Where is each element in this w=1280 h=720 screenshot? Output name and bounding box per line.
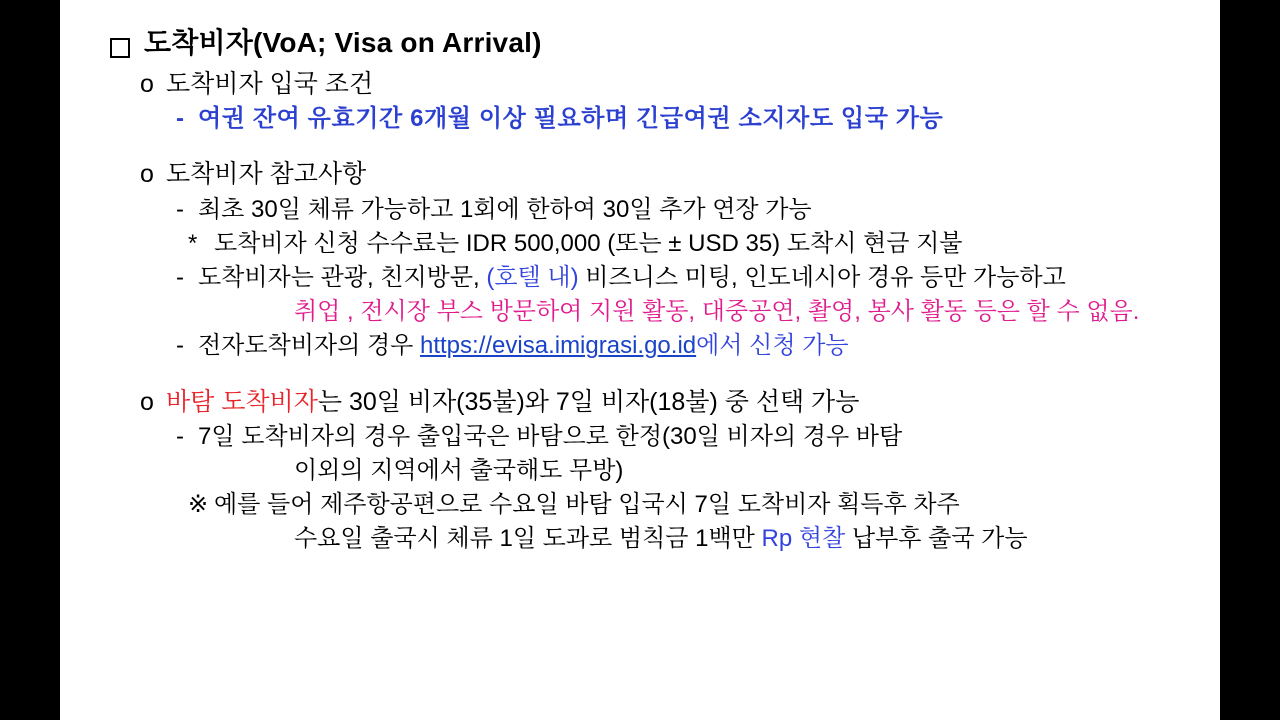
square-bullet-icon [110, 38, 130, 58]
section-2-item-4-row [98, 330, 1202, 361]
section-3-note-currency: Rp 현찰 [761, 525, 846, 553]
section-3-heading [166, 387, 859, 418]
section-3-note-row [98, 489, 1202, 520]
section-2-item-2-row [98, 228, 1202, 259]
section-2-heading: 도착비자 참고사항 [166, 160, 367, 189]
section-2-item-3 [198, 262, 1066, 293]
section-3-heading-rest: 는 30일 비자(35불)와 7일 비자(18불) 중 선택 가능 [317, 387, 860, 416]
circle-bullet-icon: o [140, 70, 154, 99]
section-2-item-3-highlight: (호텔 내) [486, 264, 579, 292]
section-3-note-line-1: 예를 들어 제주항공편으로 수요일 바탐 입국시 7일 도착비자 획득후 차주 [214, 491, 960, 519]
section-2-item-3-part-c: 비즈니스 미팅, 인도네시아 경유 등만 가능하고 [578, 264, 1066, 292]
section-2-item-3-warning-text: 취업 , 전시장 부스 방문하여 지원 활동, 대중공연, 촬영, 봉사 활동 등은 할 수 없음. [294, 298, 1140, 326]
dash-bullet-icon: - [176, 264, 184, 292]
section-3-item-1-line-2: 이외의 지역에서 출국해도 무방) [294, 457, 624, 485]
section-1-heading-row [98, 69, 1202, 100]
section-3-heading-highlight: 바탐 도착비자 [166, 387, 318, 416]
spacer [98, 137, 1202, 153]
section-3-note-line-2-part-b: 납부후 출국 가능 [845, 525, 1028, 553]
section-2-item-4-part-b: 에서 신청 가능 [696, 332, 849, 360]
dash-bullet-icon: - [176, 195, 184, 223]
slide-content [60, 0, 1220, 720]
section-3-item-1-line-1: 7일 도착비자의 경우 출입국은 바탐으로 한정(30일 비자의 경우 바탐 [198, 422, 903, 450]
section-2-item-3-warning [294, 296, 1202, 327]
dash-bullet-icon: - [176, 422, 184, 450]
section-2-item-1: 최초 30일 체류 가능하고 1회에 한하여 30일 추가 연장 가능 [198, 195, 812, 223]
spacer [98, 365, 1202, 381]
page-title: 도착비자(VoA; Visa on Arrival) [144, 27, 542, 58]
section-1-heading: 도착비자 입국 조건 [166, 70, 374, 99]
section-3-heading-row [98, 387, 1202, 418]
slide-title-row [98, 26, 1202, 59]
section-2-item-2: 도착비자 신청 수수료는 IDR 500,000 (또는 ± USD 35) 도착시 현금 지불 [214, 229, 963, 257]
circle-bullet-icon: o [140, 387, 154, 416]
evisa-link[interactable]: https://evisa.imigrasi.go.id [420, 332, 697, 360]
letterbox-right [1220, 0, 1280, 720]
dash-bullet-icon: - [176, 332, 184, 360]
section-3-note-line-2-part-a: 수요일 출국시 체류 1일 도과로 범칙금 1백만 [294, 525, 762, 553]
section-2-item-3-row [98, 262, 1202, 293]
letterbox-left [0, 0, 60, 720]
section-2-item-1-row [98, 194, 1202, 225]
section-2-heading-row [98, 159, 1202, 190]
section-1-item-1: 여권 잔여 유효기간 6개월 이상 필요하며 긴급여권 소지자도 입국 가능 [198, 105, 944, 133]
reference-mark-icon: ※ [188, 491, 209, 519]
section-2-item-4-part-a: 전자도착비자의 경우 [198, 332, 420, 360]
section-2-item-3-part-a: 도착비자는 관광, 친지방문, [198, 264, 487, 292]
section-2-item-4 [198, 330, 849, 361]
section-3-item-1-row [98, 421, 1202, 452]
section-3-note-line-2 [294, 523, 1202, 554]
asterisk-bullet-icon: * [188, 229, 198, 257]
circle-bullet-icon: o [140, 160, 154, 189]
dash-bullet-icon: - [176, 105, 184, 133]
section-1-item-1-row [98, 103, 1202, 134]
